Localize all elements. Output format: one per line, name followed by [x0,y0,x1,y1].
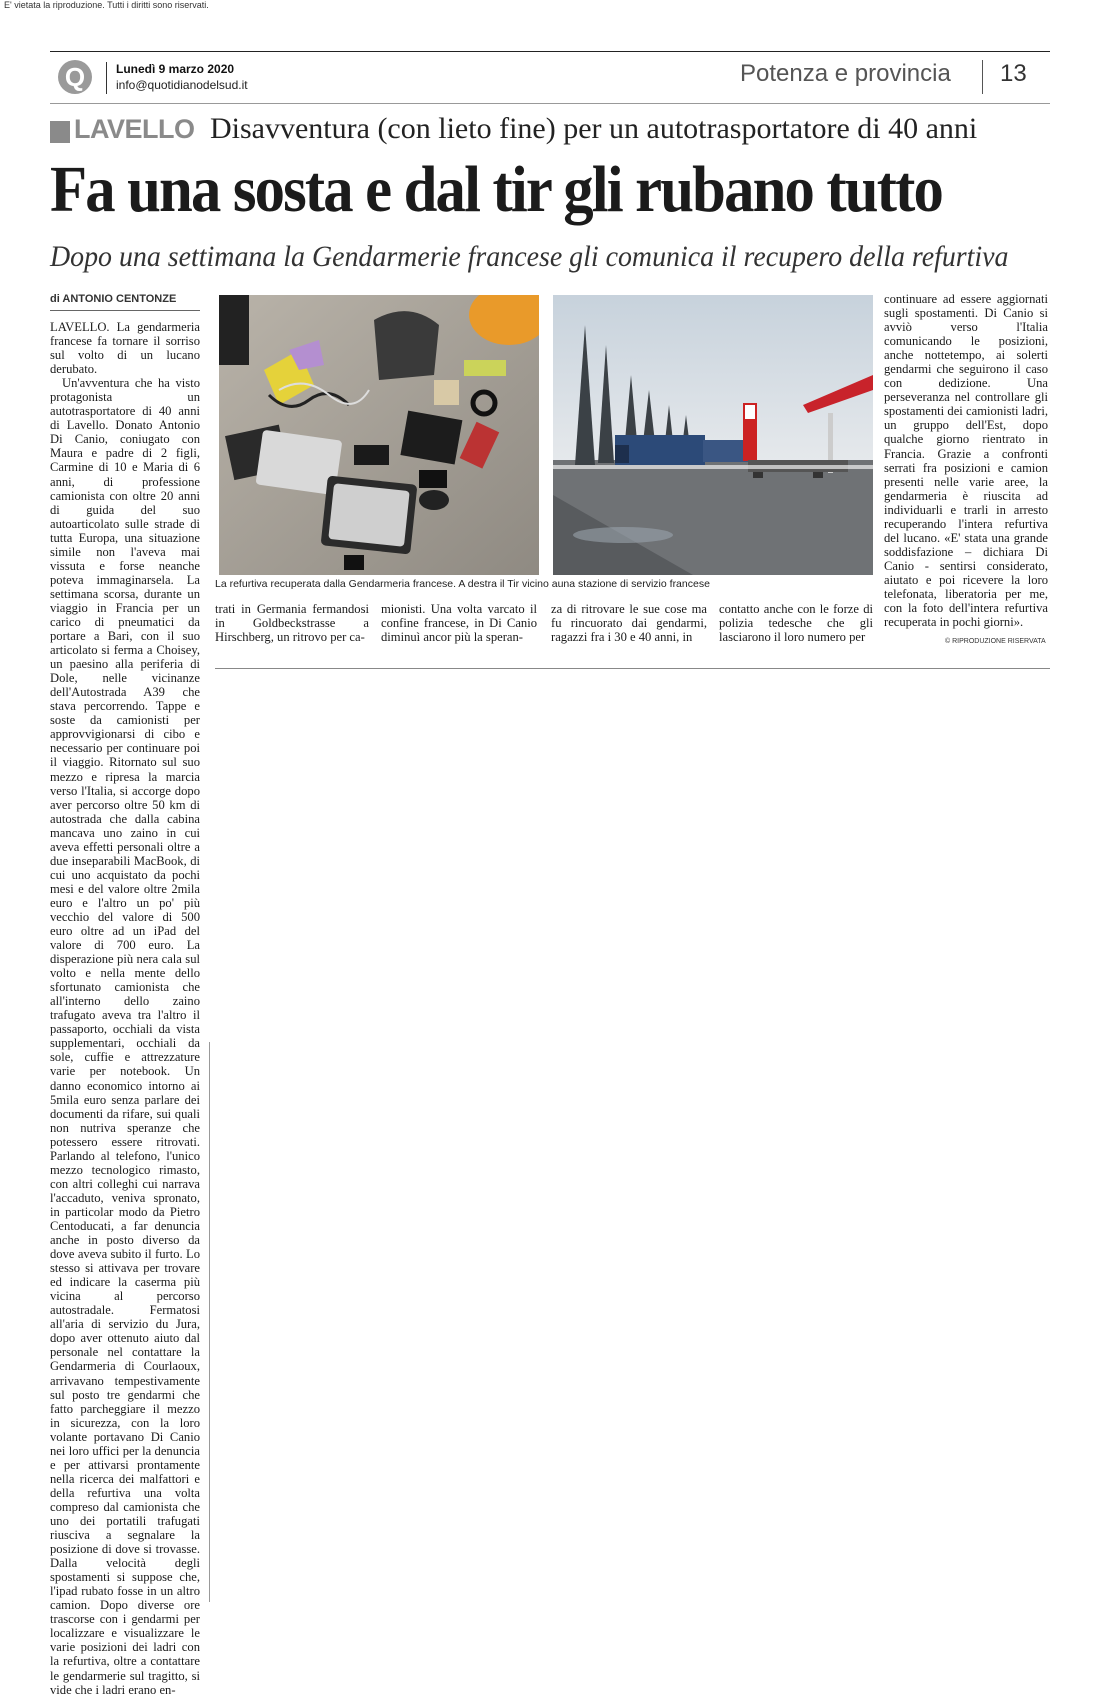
copyright-notice: E' vietata la riproduzione. Tutti i diritti sono riservati. [4,0,209,10]
contact-email: info@quotidianodelsud.it [116,78,248,92]
issue-date: Lunedì 9 marzo 2020 [116,62,235,76]
header-top-rule [50,51,1050,52]
photo-truck-at-station [553,295,873,575]
article-column-5 [719,602,873,644]
lead-paragraph: LAVELLO. La gendarmeria francese fa tornare il sorriso sul volto di un lucano derubato. [50,320,200,377]
column-3-text: mionisti. Una volta varcato il confine francese, in Di Canio diminuì ancor più la speran- [381,602,537,645]
page-number-divider [982,60,983,94]
recovered-items-illustration [219,295,539,575]
article-column-3 [381,602,537,644]
article-column-1 [50,320,200,1697]
article-subhead: Dopo una settimana la Gendarmerie francese gli comunica il recupero della refurtiva [50,240,1009,273]
article-headline: Fa una sosta e dal tir gli rubano tutto [50,153,942,226]
column-5-text: contatto anche con le forze di polizia tedesche che gli lasciarono il loro numero per [719,602,873,645]
body-paragraph: Un'avventura che ha visto protagonista un autotrasportatore di 40 anni di Lavello. Donato Antonio Di Canio, coniugato con Maura e padre di 2 figli, Carmine di 10 e Maria di 6 anni, di professione camionista con oltre 20 anni di guida del suo autoarticolato sulle strade di tutta Europa, una situazione simile non l'aveva mai vissuta e forse neanche poteva immaginarsela. La settimana scorsa, durante un viaggio in Francia per un carico di pneumatici da portare a Bari, con il suo articolato si ferma a Choisey, un paesino alla periferia di Dole, nelle vicinanze dell'Autostrada A39 che stava percorrendo. Tappe e soste da camionisti per approvvigionarsi di cibo e necessario per continuare poi il viaggio. Ritornato sul suo mezzo e ripresa la marcia verso l'Italia, si accorge dopo aver percorso oltre 50 km di autostrada che dalla cabina mancava uno zaino in cui aveva effetti personali oltre a due inseparabili MacBook, di cui uno acquistato da pochi mesi e del valore oltre 2mila euro e l'altro un po' più vecchio del valore di 500 euro oltre ad un iPad del valore di 700 euro. La disperazione più nera cala sul volto e nella mente dello sfortunato camionista che all'interno dello zaino trafugato aveva tra l'altro il passaporto, occhiali da vista supplementari, occhiali da sole, cuffie e attrezzature varie per notebook. Un danno economico intorno ai 5mila euro senza parlare dei documenti da rifare, sui quali non nutriva speranze che potessero essere ritrovati. Parlando al telefono, l'unico mezzo tecnologico rimasto, con altri colleghi cui narrava l'accaduto, veniva spronato, in particolar modo da Pietro Centoducati, a far denuncia anche in posto diverso da dove aveva subito il furto. Lo stesso si attivava per trovare ed indicare la caserma più vicina al percorso autostradale. Fermatosi all'aria di servizio du Jura, dopo aver ottenuto aiuto dal personale nel contattare la Gendarmeria di Courlaoux, arrivavano tempestivamente sul posto tre gendarmi che fatto parcheggiare il mezzo in sicurezza, con la loro volante portavano Di Canio nei loro uffici per la denuncia e per attivarsi prontamente nella ricerca dei malfattori e della refurtiva una volta compreso dal camionista che uno dei portatili trafugati riusciva a segnalare la posizione di dove si trovasse. Dalla velocità degli spostamenti si suppose che, l'ipad rubato fosse in un altro camion. Dopo diverse ore trascorse con i gendarmi per localizzare e visualizzare le varie posizioni dei ladri con la refurtiva, oltre a contattare le gendarmerie sul tragitto, si vide che i ladri erano en- [50,376,200,1697]
header-divider [106,62,107,94]
photo-recovered-items [219,295,539,575]
column-2-text: trati in Germania fermandosi in Goldbeckstrasse a Hirschberg, un ritrovo per ca- [215,602,369,645]
article-byline: di ANTONIO CENTONZE [50,293,177,305]
rights-reserved-note: © RIPRODUZIONE RISERVATA [945,638,1046,645]
article-kicker: Disavventura (con lieto fine) per un autotrasportatore di 40 anni [210,112,978,145]
article-column-4 [551,602,707,644]
column-6-text: continuare ad essere aggiornati sugli spostamenti. Di Canio si avviò verso l'Italia comunicando le posizioni, anche nottetempo, ai solerti gendarmi che seguirono il caso con dedizione. Una perseveranza nel controllare gli spostamenti dei camionisti ladri, un gruppo dell'Est, dopo qualche giorno rientrato in Francia. Grazie a confronti serrati fra posizioni e camion presenti nelle varie aree, la gendarmeria è riuscita ad individuarli e trarli in arresto recuperando l'intera refurtiva del lucano. «E' stata una grande soddisfazione – dichiara Di Canio - sentirsi considerato, aiutato e poi ricevere la loro telefonata, liberatoria per me, con la foto dell'intera refurtiva recuperata in pochi giorni». [884,292,1048,630]
newspaper-logo-icon: Q [58,60,92,94]
column-separator [209,1042,210,1602]
truck-station-illustration [553,295,873,575]
section-name: Potenza e provincia [740,60,951,87]
photo-caption: La refurtiva recuperata dalla Gendarmeria francese. A destra il Tir vicino auna stazione di servizio francese [215,578,710,590]
article-location: LAVELLO [74,114,195,144]
header-bottom-rule [50,103,1050,104]
byline-rule [50,310,200,311]
page-number: 13 [1000,60,1027,87]
article-bottom-rule [215,668,1050,669]
kicker-marker [50,121,70,143]
article-column-2 [215,602,369,644]
article-column-6 [884,292,1048,629]
column-4-text: za di ritrovare le sue cose ma fu rincuorato dai gendarmi, ragazzi fra i 30 e 40 anni, in [551,602,707,645]
